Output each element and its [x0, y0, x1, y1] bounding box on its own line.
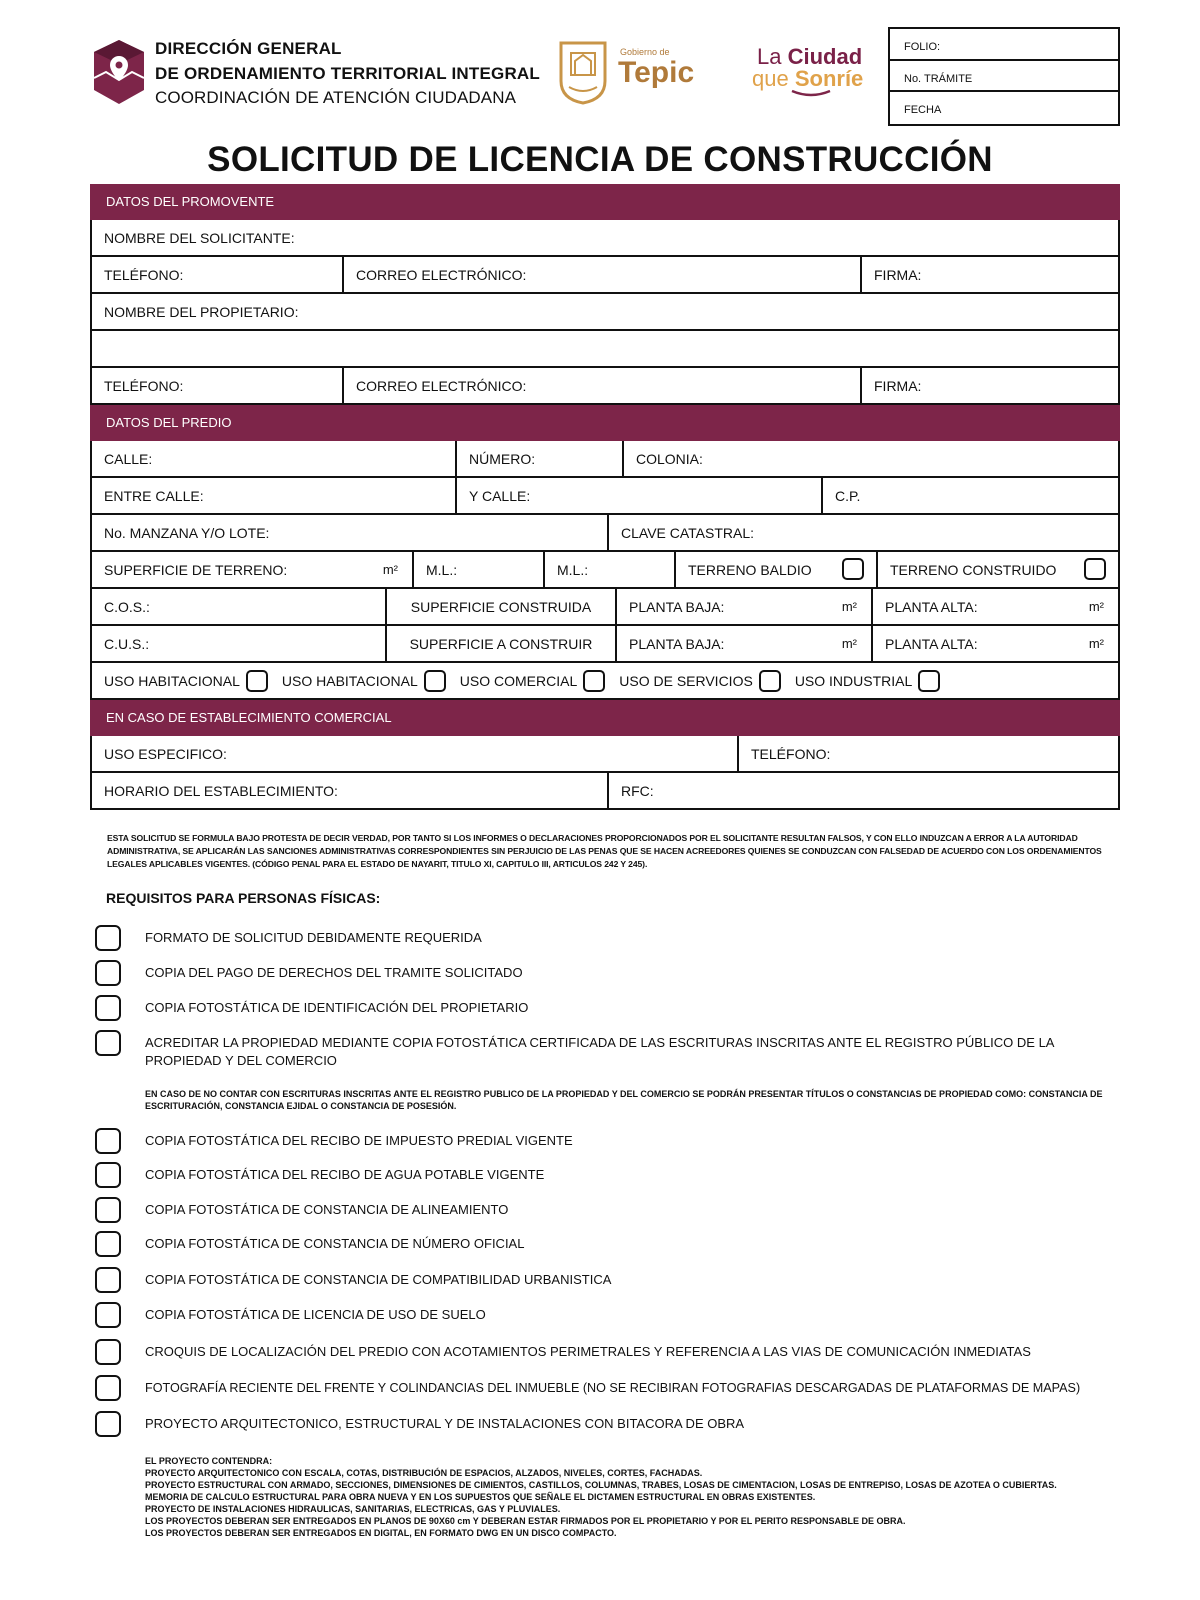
section-promovente: DATOS DEL PROMOVENTE [90, 184, 1120, 220]
uso-habitacional-checkbox[interactable] [246, 670, 268, 692]
requirement-text: CROQUIS DE LOCALIZACIÓN DEL PREDIO CON ACOTAMIENTOS PERIMETRALES Y REFERENCIA A LAS VIAS DE COMUNICACIÓN INMEDIATAS [145, 1344, 1031, 1359]
requirement-text: COPIA FOTOSTÁTICA DEL RECIBO DE AGUA POTABLE VIGENTE [145, 1167, 545, 1182]
cp-field[interactable]: C.P. [835, 487, 861, 504]
project-note-line: LOS PROYECTOS DEBERAN SER ENTREGADOS EN PLANOS DE 90X60 cm Y DEBERAN ESTAR FIRMADOS POR EL PROPIETARIO Y POR EL PERITO RESPONSABLE DE OBRA. [145, 1516, 906, 1526]
requirement-checkbox[interactable] [95, 1030, 121, 1056]
terreno-construido-label: TERRENO CONSTRUIDO [890, 561, 1057, 578]
fecha-field[interactable]: FECHA [904, 104, 942, 116]
m2-unit: m² [1088, 636, 1104, 651]
uso-industrial-option[interactable] [795, 670, 940, 692]
slogan-line-2: que Sonríe [752, 66, 864, 91]
requirement-text: COPIA FOTOSTÁTICA DE IDENTIFICACIÓN DEL PROPIETARIO [145, 1000, 529, 1015]
uso-comercial-option[interactable] [460, 670, 605, 692]
page-title: SOLICITUD DE LICENCIA DE CONSTRUCCIÓN [207, 140, 993, 179]
cos-field[interactable]: C.O.S.: [92, 589, 387, 624]
uso-servicios-checkbox[interactable] [759, 670, 781, 692]
requirement-checkbox[interactable] [95, 1197, 121, 1223]
requirement-checkbox[interactable] [95, 1162, 121, 1188]
uso-servicios-option[interactable] [619, 670, 781, 692]
m2-unit: m² [841, 599, 857, 614]
planta-alta-label: PLANTA ALTA: [885, 598, 978, 615]
uso-habitacional-option-2[interactable] [282, 670, 446, 692]
project-notes [145, 1455, 1105, 1539]
firma-propietario-field[interactable]: FIRMA: [874, 377, 922, 394]
terreno-construido-option[interactable] [878, 552, 1118, 587]
requirement-text: COPIA FOTOSTÁTICA DE CONSTANCIA DE COMPATIBILIDAD URBANISTICA [145, 1272, 612, 1287]
uso-industrial-label: USO INDUSTRIAL [794, 672, 913, 689]
y-calle-field[interactable]: Y CALLE: [457, 478, 823, 513]
superficie-terreno-field[interactable] [92, 552, 414, 587]
tepic-subtitle: Gobierno de [620, 47, 670, 57]
slogan-line-1: La Ciudad [757, 44, 863, 69]
terreno-baldio-option[interactable] [676, 552, 878, 587]
requirement-checkbox[interactable] [95, 960, 121, 986]
colonia-field[interactable]: COLONIA: [636, 450, 703, 467]
m2-unit: m² [382, 562, 398, 577]
property-note: EN CASO DE NO CONTAR CON ESCRITURAS INSCRITAS ANTE EL REGISTRO PUBLICO DE LA PROPIEDAD Y DEL COMERCIO SE PODRÁN PRESENTAR TÍTULOS O CONSTANCIAS DE PROPIEDAD COMO: CONSTANCIA DE ESCRITURACIÓN, CONSTANCIA EJIDAL O CONSTANCIA DE POSESIÓN. [145, 1089, 1103, 1111]
ml-field-1[interactable]: M.L.: [414, 552, 545, 587]
planta-baja-construir-field[interactable] [617, 626, 873, 661]
project-note-line: PROYECTO DE INSTALACIONES HIDRAULICAS, SANITARIAS, ELECTRICAS, GAS Y PLUVIALES. [145, 1504, 561, 1514]
tepic-seal-icon [557, 37, 609, 105]
superficie-construir-label: SUPERFICIE A CONSTRUIR [387, 626, 617, 661]
ordenamiento-logo-icon [92, 38, 146, 106]
uso-comercial-label: USO COMERCIAL [459, 672, 578, 689]
superficie-terreno-label: SUPERFICIE DE TERRENO: [104, 561, 288, 578]
requirement-text: COPIA FOTOSTÁTICA DE CONSTANCIA DE ALINEAMIENTO [145, 1202, 509, 1217]
cus-field[interactable]: C.U.S.: [92, 626, 387, 661]
org-line-3: COORDINACIÓN DE ATENCIÓN CIUDADANA [155, 88, 517, 107]
org-line-2: DE ORDENAMIENTO TERRITORIAL INTEGRAL [155, 64, 540, 83]
ml-field-2[interactable]: M.L.: [545, 552, 676, 587]
terreno-baldio-label: TERRENO BALDIO [688, 561, 812, 578]
terreno-baldio-checkbox[interactable] [842, 558, 864, 580]
manzana-lote-field[interactable]: No. MANZANA Y/O LOTE: [92, 515, 609, 550]
folio-field[interactable]: FOLIO: [890, 29, 1118, 61]
uso-servicios-label: USO DE SERVICIOS [619, 672, 753, 689]
telefono-establecimiento-field[interactable]: TELÉFONO: [751, 745, 831, 762]
uso-industrial-checkbox[interactable] [918, 670, 940, 692]
planta-alta-construir-field[interactable] [873, 626, 1118, 661]
requirement-text: PROYECTO ARQUITECTONICO, ESTRUCTURAL Y DE INSTALACIONES CON BITACORA DE OBRA [145, 1416, 745, 1431]
section-comercial: EN CASO DE ESTABLECIMIENTO COMERCIAL [90, 700, 1120, 736]
planta-baja-construida-field[interactable] [617, 589, 873, 624]
requirement-checkbox[interactable] [95, 925, 121, 951]
project-note-line: LOS PROYECTOS DEBERAN SER ENTREGADOS EN DIGITAL, EN FORMATO DWG EN UN DISCO COMPACTO. [145, 1528, 617, 1538]
application-form [90, 184, 1120, 810]
project-note-line: EL PROYECTO CONTENDRA: [145, 1456, 273, 1466]
correo-propietario-field[interactable]: CORREO ELECTRÓNICO: [344, 368, 862, 403]
nombre-propietario-extra-line[interactable] [92, 331, 1118, 366]
uso-habitacional-label: USO HABITACIONAL [281, 672, 418, 689]
planta-alta-construida-field[interactable] [873, 589, 1118, 624]
nombre-solicitante-field[interactable]: NOMBRE DEL SOLICITANTE: [104, 229, 295, 246]
requirement-checkbox[interactable] [95, 995, 121, 1021]
folio-box [888, 27, 1120, 126]
planta-alta-label: PLANTA ALTA: [885, 635, 978, 652]
clave-catastral-field[interactable]: CLAVE CATASTRAL: [621, 524, 755, 541]
correo-solicitante-field[interactable]: CORREO ELECTRÓNICO: [344, 257, 862, 292]
m2-unit: m² [841, 636, 857, 651]
telefono-propietario-field[interactable]: TELÉFONO: [92, 368, 344, 403]
requirement-checkbox[interactable] [95, 1231, 121, 1257]
smile-icon [790, 89, 832, 97]
project-note-line: MEMORIA DE CALCULO ESTRUCTURAL PARA OBRA NUEVA Y EN LOS SUPUESTOS QUE SEÑALE EL DICTAMEN ESTRUCTURAL EN OBRAS EXISTENTES. [145, 1492, 816, 1502]
tepic-wordmark: Tepic [618, 56, 695, 89]
project-note-line: PROYECTO ARQUITECTONICO CON ESCALA, COTAS, DISTRIBUCIÓN DE ESPACIOS, ALZADOS, NIVELES, CORTES, FACHADAS. [145, 1468, 703, 1478]
requirement-checkbox[interactable] [95, 1302, 121, 1328]
numero-field[interactable]: NÚMERO: [457, 441, 624, 476]
requirement-text: COPIA FOTOSTÁTICA DEL RECIBO DE IMPUESTO PREDIAL VIGENTE [145, 1133, 573, 1148]
terreno-construido-checkbox[interactable] [1084, 558, 1106, 580]
requirement-text: COPIA DEL PAGO DE DERECHOS DEL TRAMITE SOLICITADO [145, 965, 523, 980]
rfc-field[interactable]: RFC: [621, 782, 654, 799]
requirements-title: REQUISITOS PARA PERSONAS FÍSICAS: [106, 890, 381, 906]
uso-habitacional-option-1[interactable] [104, 670, 268, 692]
requirement-checkbox[interactable] [95, 1339, 121, 1365]
requirement-checkbox[interactable] [95, 1128, 121, 1154]
requirement-checkbox[interactable] [95, 1411, 121, 1437]
org-line-1: DIRECCIÓN GENERAL [155, 39, 342, 58]
requirement-checkbox[interactable] [95, 1267, 121, 1293]
entre-calle-field[interactable]: ENTRE CALLE: [92, 478, 457, 513]
uso-comercial-checkbox[interactable] [583, 670, 605, 692]
horario-field[interactable]: HORARIO DEL ESTABLECIMIENTO: [92, 773, 609, 808]
planta-baja-label: PLANTA BAJA: [629, 598, 725, 615]
section-predio: DATOS DEL PREDIO [90, 405, 1120, 441]
requirement-text: FORMATO DE SOLICITUD DEBIDAMENTE REQUERIDA [145, 930, 482, 945]
requirement-checkbox[interactable] [95, 1375, 121, 1401]
legal-disclaimer: ESTA SOLICITUD SE FORMULA BAJO PROTESTA DE DECIR VERDAD, POR TANTO SI LOS INFORMES O DECLARACIONES PROPORCIONADOS POR EL SOLICITANTE RESULTAN FALSOS, Y CON ELLO INDUZCAN A ERROR A LA AUTORIDAD ADMINISTRATIVA, SE APLICARÁN LAS SANCIONES ADMINISTRATIVAS CORRESPONDIENTES SIN PERJUICIO DE LAS PENAS QUE SE HACEN ACREEDORES QUIENES SE CONDUZCAN CON FALSEDAD DE ACUERDO CON LOS ORDENAMIENTOS LEGALES APLICABLES VIGENTES. (CÓDIGO PENAL PARA EL ESTADO DE NAYARIT, TITULO XI, CAPITULO III, ARTICULOS 242 Y 245). [107, 833, 1102, 869]
requirement-text: COPIA FOTOSTÁTICA DE CONSTANCIA DE NÚMERO OFICIAL [145, 1236, 525, 1251]
tramite-field[interactable]: No. TRÁMITE [890, 61, 1118, 93]
requirement-text: COPIA FOTOSTÁTICA DE LICENCIA DE USO DE SUELO [145, 1307, 486, 1322]
requirement-text: ACREDITAR LA PROPIEDAD MEDIANTE COPIA FOTOSTÁTICA CERTIFICADA DE LAS ESCRITURAS INSCRITAS ANTE EL REGISTRO PÚBLICO DE LA PROPIEDAD Y DEL COMERCIO [145, 1035, 1054, 1068]
planta-baja-label: PLANTA BAJA: [629, 635, 725, 652]
telefono-solicitante-field[interactable]: TELÉFONO: [92, 257, 344, 292]
superficie-construida-label: SUPERFICIE CONSTRUIDA [387, 589, 617, 624]
uso-especifico-field[interactable]: USO ESPECIFICO: [92, 736, 739, 771]
firma-solicitante-field[interactable]: FIRMA: [874, 266, 922, 283]
requirement-text: FOTOGRAFÍA RECIENTE DEL FRENTE Y COLINDANCIAS DEL INMUEBLE (NO SE RECIBIRAN FOTOGRAFIAS DESCARGADAS DE PLATAFORMAS DE MAPAS) [145, 1381, 1081, 1395]
calle-field[interactable]: CALLE: [92, 441, 457, 476]
project-note-line: PROYECTO ESTRUCTURAL CON ARMADO, SECCIONES, DIMENSIONES DE CIMIENTOS, CASTILLOS, COLUMNAS, TRABES, LOSAS DE CIMENTACION, LOSAS DE ENTREPISO, LOSAS DE AZOTEA O CUBIERTAS. [145, 1480, 1057, 1490]
uso-habitacional-checkbox[interactable] [424, 670, 446, 692]
nombre-propietario-field[interactable]: NOMBRE DEL PROPIETARIO: [104, 303, 299, 320]
uso-habitacional-label: USO HABITACIONAL [104, 672, 240, 689]
uso-options-row [92, 663, 1118, 698]
m2-unit: m² [1088, 599, 1104, 614]
